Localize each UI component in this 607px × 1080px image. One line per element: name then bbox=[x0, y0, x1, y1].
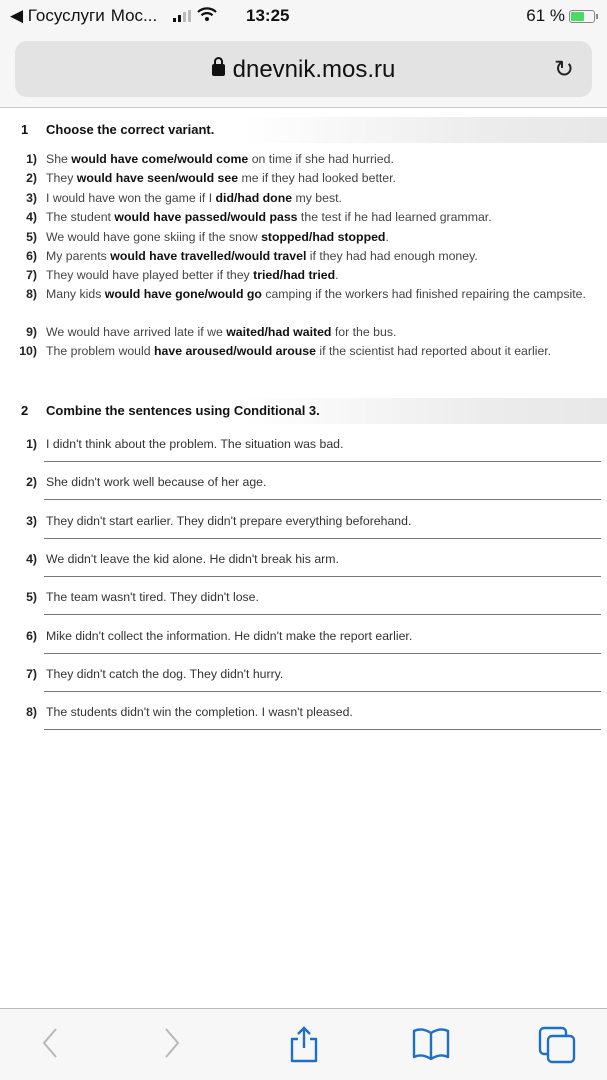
section-2-header bbox=[0, 398, 607, 424]
item-choice: would have seen/would see bbox=[76, 171, 239, 185]
item-choice: stopped/had stopped bbox=[261, 230, 386, 244]
battery-percent: 61 % bbox=[526, 6, 565, 25]
share-icon[interactable] bbox=[287, 1025, 321, 1065]
item-text-pre: We would have arrived late if we bbox=[46, 325, 227, 339]
item-text: We didn't leave the kid alone. He didn't break his arm. bbox=[46, 551, 339, 566]
item-text-post: me if they had looked better. bbox=[238, 171, 396, 185]
item-text bbox=[46, 189, 606, 208]
answer-line bbox=[44, 461, 601, 462]
url-text: dnevnik.mos.ru bbox=[232, 56, 396, 83]
item-number: 7) bbox=[26, 666, 37, 681]
status-bar bbox=[0, 0, 607, 36]
item-choice: would have come/would come bbox=[71, 152, 249, 166]
item-text-pre: We would have gone skiing if the snow bbox=[46, 230, 262, 244]
item-text bbox=[46, 247, 606, 266]
item-text-post: for the bus. bbox=[331, 325, 397, 339]
forward-icon[interactable] bbox=[160, 1025, 184, 1061]
item-number: 5) bbox=[26, 230, 37, 244]
worksheet-page bbox=[0, 109, 607, 1008]
carrier-label: Мос... bbox=[110, 6, 158, 25]
item-text-pre: She bbox=[46, 152, 72, 166]
item-choice: waited/had waited bbox=[226, 325, 332, 339]
browser-address-area bbox=[0, 36, 607, 108]
browser-toolbar bbox=[0, 1008, 607, 1080]
bookmarks-icon[interactable] bbox=[411, 1025, 451, 1061]
item-text-pre: My parents bbox=[46, 249, 111, 263]
item-text bbox=[46, 150, 606, 169]
lock-icon bbox=[212, 64, 225, 76]
item-text-post: my best. bbox=[292, 191, 342, 205]
item-text-post: if they had had enough money. bbox=[306, 249, 478, 263]
item-choice: have aroused/would arouse bbox=[154, 344, 316, 358]
item-text-post: camping if the workers had finished repairing the campsite. bbox=[261, 287, 586, 301]
answer-line bbox=[44, 729, 601, 730]
item-number: 7) bbox=[26, 268, 37, 282]
item-text: I didn't think about the problem. The situation was bad. bbox=[46, 437, 344, 451]
item-number: 8) bbox=[26, 287, 37, 301]
battery-charging-icon bbox=[569, 10, 595, 23]
item-text: They didn't start earlier. They didn't prepare everything beforehand. bbox=[46, 513, 412, 528]
item-text bbox=[46, 228, 606, 247]
reload-icon[interactable]: ↻ bbox=[553, 56, 574, 83]
item-number: 1) bbox=[26, 437, 37, 451]
item-text: The team wasn't tired. They didn't lose. bbox=[46, 590, 259, 605]
item-number: 5) bbox=[26, 590, 37, 605]
item-choice: tried/had tried bbox=[253, 268, 336, 282]
answer-line bbox=[44, 614, 601, 615]
item-choice: would have gone/would go bbox=[104, 287, 262, 301]
item-text bbox=[46, 208, 606, 227]
item-text-pre: Many kids bbox=[46, 287, 105, 301]
item-text bbox=[46, 323, 606, 342]
item-text bbox=[46, 169, 606, 188]
item-text: Mike didn't collect the information. He didn't make the report earlier. bbox=[46, 628, 413, 643]
item-text-post: the test if he had learned grammar. bbox=[297, 210, 492, 224]
item-choice: did/had done bbox=[215, 191, 293, 205]
item-number: 8) bbox=[26, 705, 37, 720]
item-text-pre: The student bbox=[46, 210, 115, 224]
answer-line bbox=[44, 576, 601, 577]
answer-line bbox=[44, 691, 601, 692]
section-title: Combine the sentences using Conditional 3. bbox=[46, 403, 320, 418]
item-text-pre: They would have played better if they bbox=[46, 268, 254, 282]
signal-icon bbox=[173, 10, 191, 22]
section-number: 2 bbox=[21, 403, 29, 418]
section-title: Choose the correct variant. bbox=[46, 122, 215, 137]
item-text bbox=[46, 342, 606, 361]
item-text-post: . bbox=[335, 268, 339, 282]
answer-line bbox=[44, 538, 601, 539]
wifi-icon bbox=[197, 7, 217, 26]
item-number: 6) bbox=[26, 628, 37, 643]
item-text-pre: The problem would bbox=[46, 344, 154, 358]
item-number: 4) bbox=[26, 210, 37, 224]
answer-line bbox=[44, 653, 601, 654]
address-bar[interactable] bbox=[15, 41, 592, 97]
answer-line bbox=[44, 499, 601, 500]
back-icon[interactable] bbox=[38, 1025, 62, 1061]
item-text-post: if the scientist had reported about it earlier. bbox=[315, 344, 552, 358]
item-text: The students didn't win the completion. I wasn't pleased. bbox=[46, 705, 353, 720]
item-choice: would have travelled/would travel bbox=[110, 249, 307, 263]
item-number: 10) bbox=[19, 344, 37, 358]
tabs-icon[interactable] bbox=[537, 1025, 577, 1065]
item-text bbox=[46, 285, 606, 304]
item-number: 9) bbox=[26, 325, 37, 339]
item-text-post: on time if she had hurried. bbox=[248, 152, 394, 166]
item-number: 1) bbox=[26, 152, 37, 166]
section-number: 1 bbox=[21, 122, 29, 137]
item-number: 2) bbox=[26, 475, 37, 490]
item-text-post: . bbox=[385, 230, 389, 244]
item-number: 4) bbox=[26, 551, 37, 566]
item-text: They didn't catch the dog. They didn't hurry. bbox=[46, 666, 284, 681]
back-to-app-link[interactable]: ◀ Госуслуги bbox=[10, 6, 105, 25]
item-text: She didn't work well because of her age. bbox=[46, 475, 267, 490]
item-choice: would have passed/would pass bbox=[114, 210, 298, 224]
item-number: 3) bbox=[26, 191, 37, 205]
item-number: 6) bbox=[26, 249, 37, 263]
item-text-pre: They bbox=[46, 171, 77, 185]
clock: 13:25 bbox=[246, 6, 290, 25]
item-number: 3) bbox=[26, 513, 37, 528]
item-text-pre: I would have won the game if I bbox=[46, 191, 216, 205]
item-number: 2) bbox=[26, 171, 37, 185]
section-1-header bbox=[0, 117, 607, 143]
item-text bbox=[46, 266, 606, 285]
